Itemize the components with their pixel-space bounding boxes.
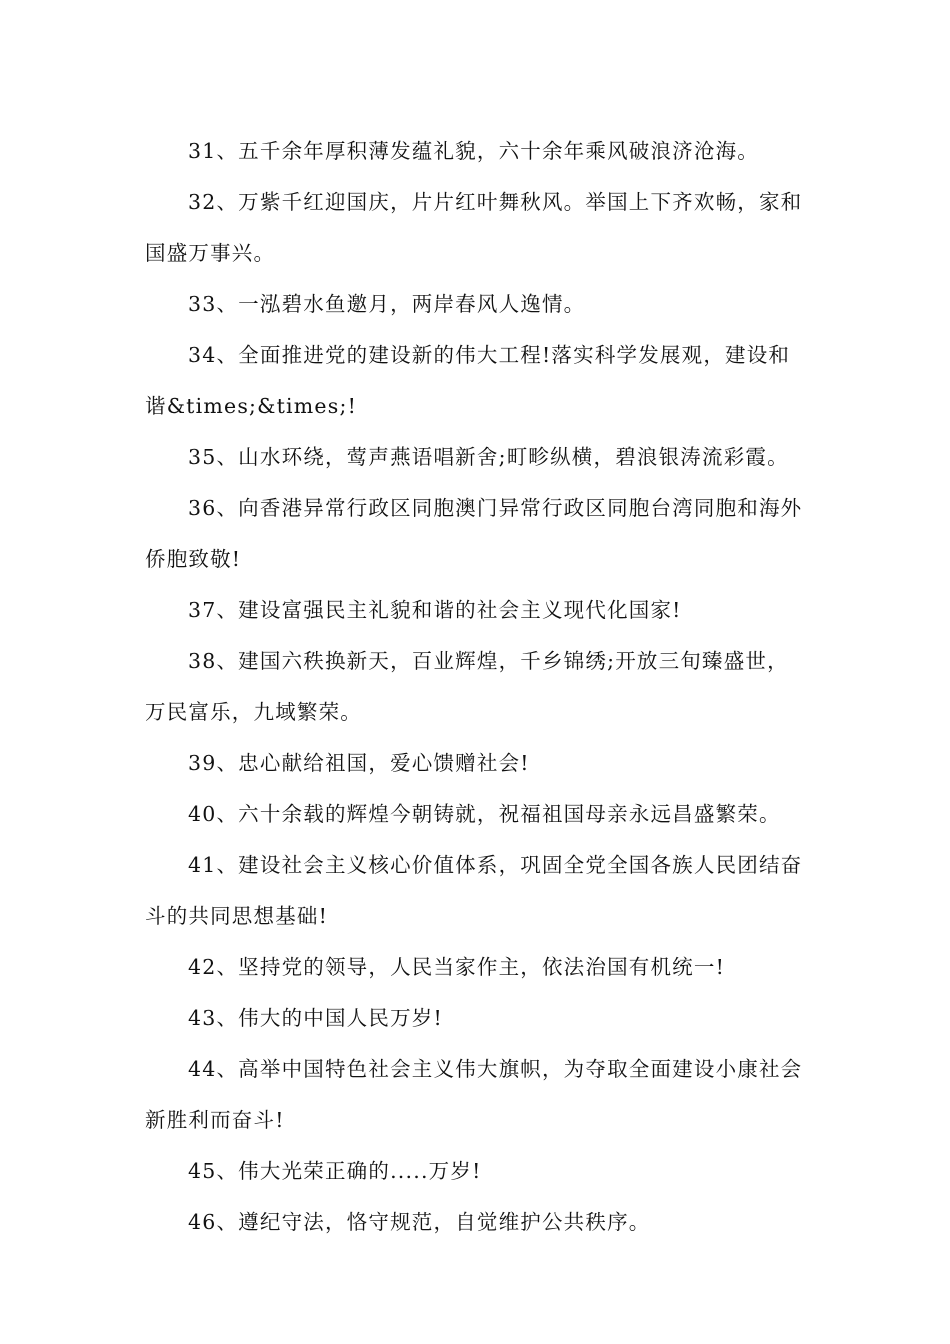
document-body — [145, 126, 807, 1248]
slogan-item-40: 40、六十余载的辉煌今朝铸就，祝福祖国母亲永远昌盛繁荣。 — [188, 802, 781, 826]
slogan-item-33: 33、一泓碧水鱼邀月，两岸春风人逸情。 — [188, 292, 586, 316]
slogan-item-31: 31、五千余年厚积薄发蕴礼貌，六十余年乘风破浪济沧海。 — [188, 139, 759, 163]
slogan-item-39: 39、忠心献给祖国，爱心馈赠社会! — [188, 751, 530, 775]
slogan-item-38: 38、建国六秩换新天，百业辉煌，千乡锦绣;开放三旬臻盛世，万民富乐，九域繁荣。 — [145, 649, 789, 724]
slogan-item-37: 37、建设富强民主礼貌和谐的社会主义现代化国家! — [188, 598, 682, 622]
slogan-item-35: 35、山水环绕，莺声燕语唱新舍;町畛纵横，碧浪银涛流彩霞。 — [188, 445, 789, 469]
slogan-item-45: 45、伟大光荣正确的.....万岁! — [188, 1159, 482, 1183]
slogan-item-41: 41、建设社会主义核心价值体系，巩固全党全国各族人民团结奋斗的共同思想基础! — [145, 853, 803, 928]
slogan-item-42: 42、坚持党的领导，人民当家作主，依法治国有机统一! — [188, 955, 726, 979]
slogan-item-32: 32、万紫千红迎国庆，片片红叶舞秋风。举国上下齐欢畅，家和国盛万事兴。 — [145, 190, 803, 265]
slogan-item-34: 34、全面推进党的建设新的伟大工程!落实科学发展观，建设和谐&times;&times;! — [145, 343, 791, 418]
slogan-item-43: 43、伟大的中国人民万岁! — [188, 1006, 443, 1030]
slogan-item-46: 46、遵纪守法，恪守规范，自觉维护公共秩序。 — [188, 1210, 651, 1234]
slogan-item-44: 44、高举中国特色社会主义伟大旗帜，为夺取全面建设小康社会新胜利而奋斗! — [145, 1057, 803, 1132]
slogan-item-36: 36、向香港异常行政区同胞澳门异常行政区同胞台湾同胞和海外侨胞致敬! — [145, 496, 803, 571]
